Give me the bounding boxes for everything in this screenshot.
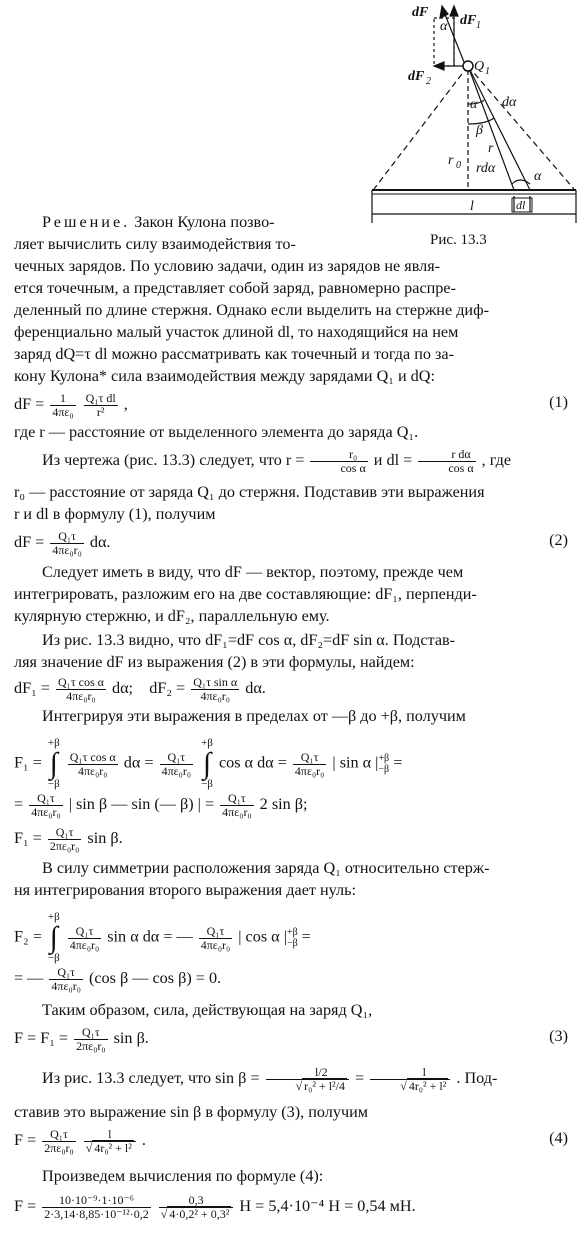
label-beta: β bbox=[476, 123, 483, 138]
sin-den-2: 4r₀² + l² bbox=[408, 1079, 447, 1093]
eq4-number: (4) bbox=[549, 1129, 568, 1147]
eq3a-frac bbox=[56, 676, 106, 703]
F2-num-1: Q₁τ bbox=[68, 925, 101, 939]
integral-sign-3: +β ∫ −β bbox=[47, 911, 60, 964]
label-alpha-mid: α bbox=[470, 97, 478, 112]
from-figure-line-3: r и dl в формулу (1), получим bbox=[14, 505, 216, 523]
equation-2 bbox=[14, 530, 578, 557]
equation-3 bbox=[14, 1026, 578, 1053]
eq2-number: (2) bbox=[549, 531, 568, 549]
equation-F1-result bbox=[14, 826, 578, 853]
calc-num-2: 0,3 bbox=[159, 1194, 234, 1208]
intro-line-6: ференциально малый участок длиной dl, то находящийся на нем bbox=[14, 323, 459, 341]
eq3b-num: Q₁τ sin α bbox=[193, 675, 238, 689]
F2-lim-up: +β bbox=[286, 927, 298, 938]
sin-num-2: l bbox=[370, 1066, 450, 1080]
vector-line-1: Следует иметь в виду, что dF — вектор, поэтому, прежде чем bbox=[42, 563, 464, 581]
eq3-lhs: F = F₁ = bbox=[14, 1029, 69, 1048]
F2-tail: | cos α | bbox=[238, 927, 287, 946]
F2b-pre: = — bbox=[14, 969, 44, 988]
F2b-num: Q₁τ bbox=[49, 966, 82, 980]
label-r0: r bbox=[448, 153, 454, 168]
F2-lhs: F₂ = bbox=[14, 927, 42, 946]
calc-num-1: 10·10⁻⁹·1·10⁻⁶ bbox=[42, 1194, 151, 1208]
int2-lower: −β bbox=[201, 778, 213, 790]
eq1-lhs: dF = bbox=[14, 395, 45, 414]
label-dF2-sub: 2 bbox=[426, 76, 431, 87]
eq4-num-1: Q₁τ bbox=[42, 1128, 75, 1142]
eq4-tail: . bbox=[141, 1131, 146, 1150]
label-r: r bbox=[488, 141, 494, 156]
label-dF1-sub: 1 bbox=[476, 20, 481, 31]
F1-den-1: 4πε₀r₀ bbox=[77, 763, 108, 778]
equation-F1 bbox=[14, 738, 578, 790]
sin-beta-line bbox=[14, 1066, 578, 1093]
F1c-tail: sin β. bbox=[87, 829, 123, 848]
label-alpha-bot: α bbox=[534, 169, 542, 184]
F1c-den: 2πε₀r₀ bbox=[49, 839, 80, 853]
eq2-tail: dα. bbox=[89, 533, 111, 552]
F2-lim-lo: −β bbox=[286, 938, 298, 949]
substitute-line: ставив это выражение sin β в формулу (3), получим bbox=[14, 1103, 369, 1121]
eq3b-tail: dα. bbox=[245, 679, 266, 698]
F1b-mid: | sin β — sin (— β) | = bbox=[68, 795, 215, 814]
charge-q1-icon bbox=[463, 61, 473, 71]
F1-mid-1: dα = bbox=[123, 753, 154, 772]
intro-text-1: Закон Кулона позво- bbox=[134, 213, 275, 231]
int2-upper: +β bbox=[201, 737, 213, 749]
integrate-line: Интегрируя эти выражения в пределах от —β до +β, получим bbox=[42, 707, 466, 725]
sin-frac-2 bbox=[370, 1066, 450, 1093]
components-line-2: ляя значение dF из выражения (2) в эти формулы, найдем: bbox=[14, 653, 415, 671]
eq3a-tail: dα; bbox=[111, 679, 134, 698]
eq3-number: (3) bbox=[549, 1027, 568, 1045]
eq1-number: (1) bbox=[549, 393, 568, 411]
calc-tail: Н = 5,4·10⁻⁴ Н = 0,54 мН. bbox=[239, 1197, 416, 1216]
calculation bbox=[14, 1194, 578, 1221]
equation-F2-result bbox=[14, 966, 578, 993]
int1-lower: −β bbox=[47, 778, 60, 790]
label-dF2: dF bbox=[408, 69, 425, 84]
sqrt-1-icon: √ r₀² + l²/4 bbox=[295, 1079, 345, 1093]
from-figure-line-1 bbox=[14, 448, 578, 475]
calc-intro: Произведем вычисления по формуле (4): bbox=[42, 1167, 324, 1185]
calc-frac-2 bbox=[159, 1194, 234, 1221]
F2-den-1: 4πε₀r₀ bbox=[69, 937, 100, 952]
F1c-lhs: F₁ = bbox=[14, 829, 42, 848]
intro-line-8: кону Кулона* сила взаимодействия между зарядами Q₁ и dQ: bbox=[14, 367, 435, 385]
sin-eq: = bbox=[355, 1069, 365, 1088]
eq1-f2-num: Q₁τ dl bbox=[85, 391, 116, 405]
sin-num-1: l/2 bbox=[266, 1066, 349, 1080]
intro-line-4: ется точечным, а представляет собой заряд, равномерно распре- bbox=[14, 279, 456, 297]
F2b-tail: (cos β — cos β) = 0. bbox=[88, 969, 222, 988]
eq4-frac-2 bbox=[84, 1128, 136, 1155]
eq1-frac-1 bbox=[50, 392, 75, 419]
eq2-den: 4πε₀r₀ bbox=[52, 543, 82, 557]
equation-1 bbox=[14, 392, 578, 419]
calc-den-2: 4·0,2² + 0,3² bbox=[169, 1207, 230, 1221]
eq4-den-1: 2πε₀r₀ bbox=[44, 1141, 74, 1155]
eq3a-den: 4πε₀r₀ bbox=[66, 689, 96, 703]
int3-upper: +β bbox=[47, 911, 60, 923]
eq1-f1-den: 4πε₀ bbox=[52, 405, 74, 419]
intro-line-2: ляет вычислить силу взаимодействия то- bbox=[14, 235, 296, 253]
calc-den-1: 2·3,14·8,85·10⁻¹²·0,2 bbox=[44, 1207, 149, 1221]
figure-caption: Рис. 13.3 bbox=[430, 232, 487, 248]
frac-dl bbox=[418, 448, 475, 475]
components-line-1: Из рис. 13.3 видно, что dF₁=dF cos α, dF₂=dF sin α. Подстав- bbox=[42, 631, 456, 649]
F1-tail: | sin α | bbox=[332, 753, 379, 772]
int1-upper: +β bbox=[47, 737, 60, 749]
eq1-tail: , bbox=[123, 395, 128, 414]
eq3a-num: Q₁τ cos α bbox=[57, 675, 104, 689]
vector-line-2: интегрировать, разложим его на две составляющие: dF₁, перпенди- bbox=[14, 585, 477, 603]
eq3-frac bbox=[74, 1026, 107, 1053]
result-line: Таким образом, сила, действующая на заряд Q₁, bbox=[42, 1001, 373, 1019]
label-Q1-sub: 1 bbox=[485, 66, 490, 77]
F2b-den: 4πε₀r₀ bbox=[51, 979, 81, 993]
eq2-num: Q₁τ bbox=[50, 530, 83, 544]
eq3b-lhs: dF₂ = bbox=[149, 679, 186, 698]
eq4-den-2: 4r₀² + l² bbox=[94, 1141, 132, 1155]
F1-num-3: Q₁τ bbox=[293, 751, 326, 765]
F1-mid-2: cos α dα = bbox=[218, 753, 287, 772]
frac-r-num: r₀ bbox=[310, 448, 367, 462]
eq1-f2-den: r² bbox=[96, 405, 105, 419]
eq2-lhs: dF = bbox=[14, 533, 45, 552]
sin-text: Из рис. 13.3 следует, что sin β = bbox=[42, 1069, 260, 1088]
equation-F1-continued bbox=[14, 792, 578, 819]
F1-frac-3 bbox=[293, 751, 326, 778]
frac-dl-den: cos α bbox=[448, 461, 474, 475]
label-dF: dF bbox=[412, 5, 429, 20]
F2-frac-2 bbox=[199, 925, 232, 952]
where-text: , где bbox=[481, 451, 512, 470]
solution-heading: Решение. bbox=[42, 213, 131, 231]
label-r0-sub: 0 bbox=[456, 160, 461, 171]
eq3-num: Q₁τ bbox=[74, 1026, 107, 1040]
intro-line-1 bbox=[14, 212, 578, 233]
F1-frac-1 bbox=[68, 751, 118, 778]
intro-line-3: чечных зарядов. По условию задачи, один из зарядов не явля- bbox=[14, 257, 441, 275]
label-dl: dl bbox=[516, 198, 526, 212]
where-r: где r — расстояние от выделенного элемента до заряда Q₁. bbox=[14, 423, 419, 441]
frac-r-den: cos α bbox=[340, 461, 366, 475]
F2-den-2: 4πε₀r₀ bbox=[200, 937, 231, 952]
frac-dl-num: r dα bbox=[418, 448, 475, 462]
F1b-den-1: 4πε₀r₀ bbox=[31, 805, 61, 819]
F1-den-2: 4πε₀r₀ bbox=[161, 763, 192, 778]
F1-num-1: Q₁τ cos α bbox=[69, 749, 116, 764]
eq2-frac bbox=[50, 530, 83, 557]
F1b-tail: 2 sin β; bbox=[259, 795, 308, 814]
eq1-frac-2 bbox=[84, 392, 118, 419]
symmetry-line-2: ня интегрирования второго выражения дает нуль: bbox=[14, 881, 357, 899]
sqrt-3-icon: √ 4r₀² + l² bbox=[85, 1141, 132, 1155]
from-figure-line-2: r₀ — расстояние от заряда Q₁ до стержня. Подставив эти выражения bbox=[14, 483, 485, 501]
F1-eq: = bbox=[393, 753, 403, 772]
eq3-tail: sin β. bbox=[113, 1029, 149, 1048]
equation-4 bbox=[14, 1128, 578, 1155]
F2-eq: = bbox=[301, 927, 311, 946]
label-Q1: Q bbox=[474, 59, 485, 74]
sin-tail: . Под- bbox=[456, 1069, 498, 1088]
label-l: l bbox=[470, 199, 474, 214]
label-rdalpha: rdα bbox=[476, 161, 496, 176]
integral-sign-1: +β ∫ −β bbox=[47, 737, 60, 790]
F1b-num-1: Q₁τ bbox=[29, 792, 62, 806]
calc-lhs: F = bbox=[14, 1197, 37, 1216]
label-dF1: dF bbox=[460, 13, 477, 28]
F2-frac-1 bbox=[68, 925, 101, 952]
eq4-lhs: F = bbox=[14, 1131, 37, 1150]
intro-line-7: заряд dQ=τ dl можно рассматривать как точечный и тогда по за- bbox=[14, 345, 454, 363]
F1-num-2: Q₁τ bbox=[160, 751, 193, 765]
from-fig-text: Из чертежа (рис. 13.3) следует, что r = bbox=[42, 451, 305, 470]
eq4-frac-1 bbox=[42, 1128, 75, 1155]
F1b-num-2: Q₁τ bbox=[220, 792, 253, 806]
F2b-frac bbox=[49, 966, 82, 993]
symmetry-line-1: В силу симметрии расположения заряда Q₁ относительно стерж- bbox=[42, 859, 490, 877]
F1-lim-lo: −β bbox=[378, 764, 390, 775]
F1b-pre: = bbox=[14, 795, 24, 814]
F1b-den-2: 4πε₀r₀ bbox=[222, 805, 252, 819]
F1b-frac-1 bbox=[29, 792, 62, 819]
equation-F2 bbox=[14, 912, 578, 964]
frac-r bbox=[310, 448, 367, 475]
and-text: и dl = bbox=[373, 451, 413, 470]
int3-lower: −β bbox=[47, 952, 60, 964]
F1-frac-2 bbox=[160, 751, 193, 778]
intro-line-5: деленный по длине стержня. Однако если выделить на стержне диф- bbox=[14, 301, 489, 319]
eq3b-den: 4πε₀r₀ bbox=[200, 689, 230, 703]
F1-lim-up: +β bbox=[378, 753, 390, 764]
eq3a-lhs: dF₁ = bbox=[14, 679, 50, 698]
sqrt-4-icon: √ 4·0,2² + 0,3² bbox=[160, 1207, 230, 1221]
figure-13-3 bbox=[362, 0, 582, 236]
eq3-den: 2πε₀r₀ bbox=[76, 1039, 106, 1053]
F1b-frac-2 bbox=[220, 792, 253, 819]
vector-line-3: кулярную стержню, и dF₂, параллельную ему. bbox=[14, 607, 330, 625]
sqrt-2-icon: √ 4r₀² + l² bbox=[400, 1079, 447, 1093]
F1c-frac bbox=[48, 826, 81, 853]
F1-den-3: 4πε₀r₀ bbox=[294, 763, 325, 778]
label-dalpha: dα bbox=[502, 95, 517, 110]
F2-num-2: Q₁τ bbox=[199, 925, 232, 939]
sin-frac-1 bbox=[266, 1066, 349, 1093]
eq3b-frac bbox=[191, 676, 239, 703]
equation-components bbox=[14, 676, 578, 703]
label-alpha-top: α bbox=[440, 19, 448, 34]
sin-den-1: r₀² + l²/4 bbox=[304, 1079, 345, 1093]
calc-frac-1 bbox=[42, 1194, 151, 1221]
integral-sign-2: +β ∫ −β bbox=[201, 737, 213, 790]
eq1-f1-num: 1 bbox=[50, 392, 75, 406]
F1c-num: Q₁τ bbox=[48, 826, 81, 840]
eq4-num-2: l bbox=[84, 1128, 136, 1142]
F1-lhs: F₁ = bbox=[14, 753, 42, 772]
F2-mid: sin α dα = — bbox=[107, 927, 193, 946]
